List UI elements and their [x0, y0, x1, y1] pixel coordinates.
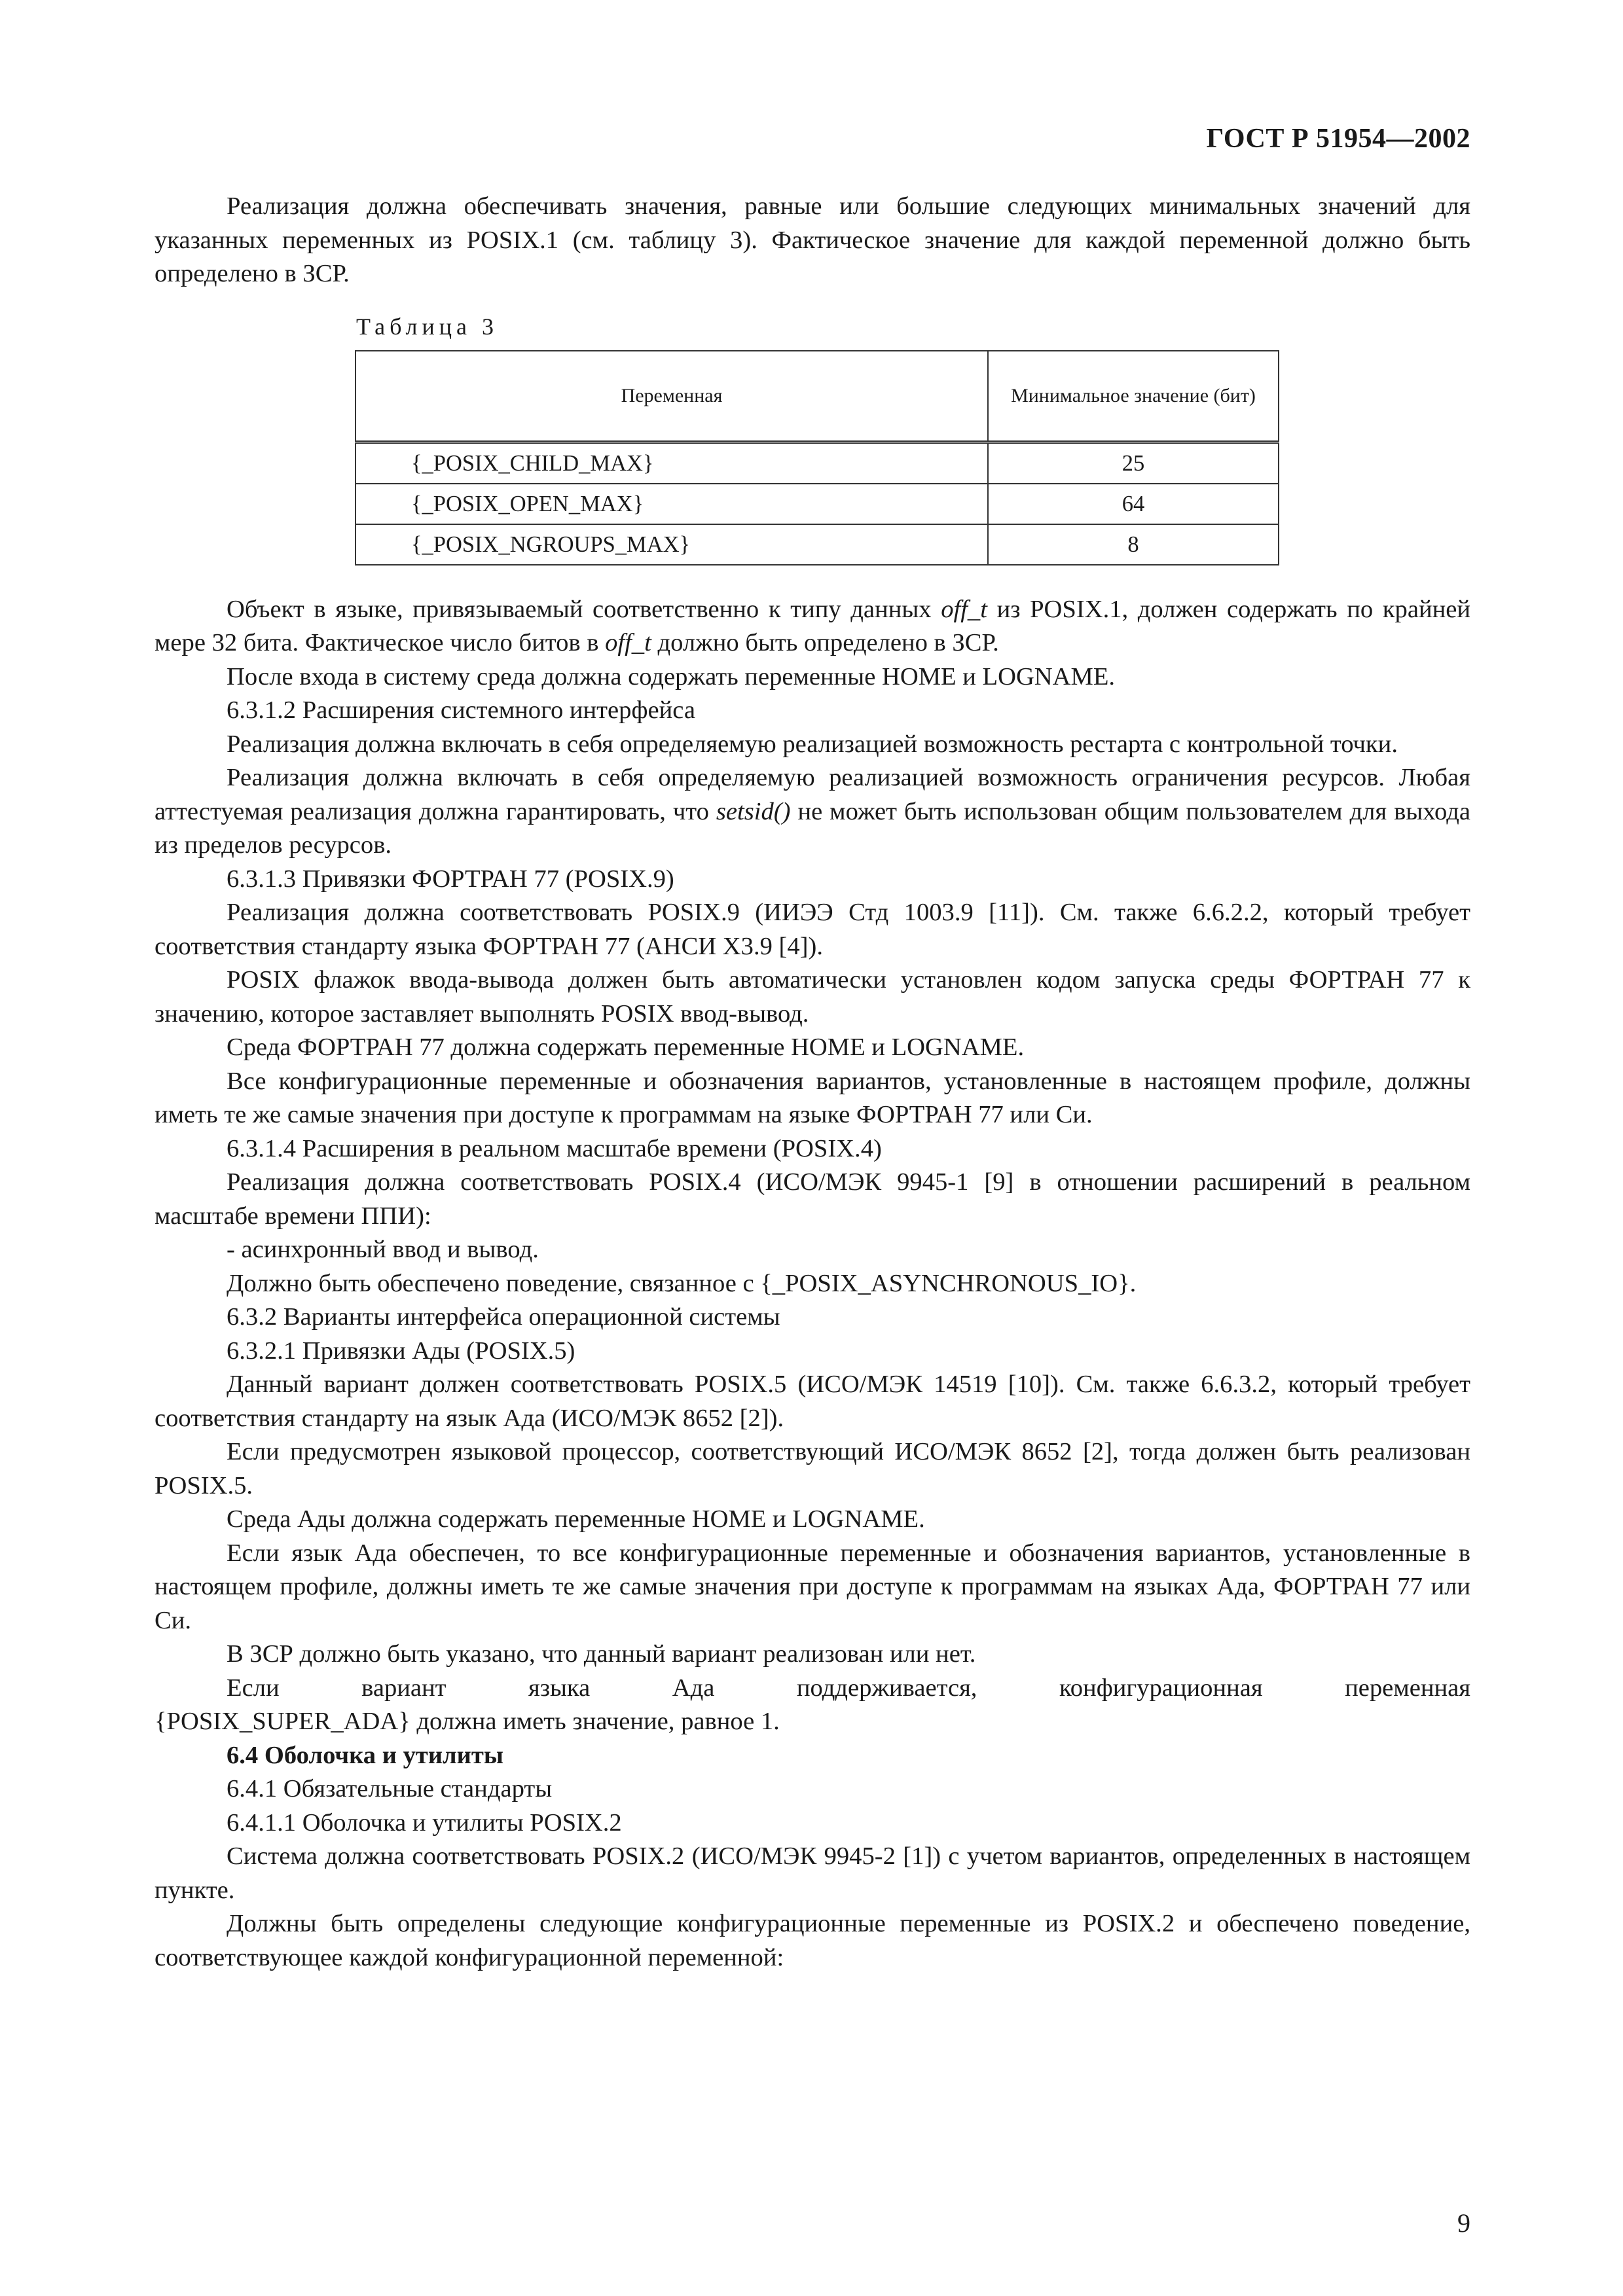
- paragraph-io-flag: POSIX флажок ввода-вывода должен быть автоматически установлен кодом запуска среды ФОРТРАН 77 к значению, которое заставляет выполнять POSIX ввод-вывод.: [155, 966, 1470, 1028]
- paragraph-restart: Реализация должна включать в себя определяемую реализацией возможность рестарта с контрольной точки.: [227, 730, 1398, 758]
- paragraph-async-behavior: Должно быть обеспечено поведение, связанное с {_POSIX_ASYNCHRONOUS_IO}.: [227, 1269, 1137, 1297]
- cell-value: 8: [988, 524, 1279, 565]
- setsid-text-1: Реализация должна включать в себя определяемую реализацией возможность ограничения ресурсов. Любая аттестуемая реализация должна гарантировать, что: [155, 764, 1470, 825]
- cell-value: 64: [988, 484, 1279, 524]
- table-3-block: [155, 291, 1470, 593]
- section-heading-6-4: 6.4 Оболочка и утилиты: [227, 1741, 503, 1769]
- section-heading-6-3-1-4: 6.3.1.4 Расширения в реальном масштабе времени (POSIX.4): [227, 1134, 882, 1162]
- paragraph-config-fortran: Все конфигурационные переменные и обозначения вариантов, установленные в настоящем профиле, должны иметь те же самые значения при доступе к программам на языке ФОРТРАН 77 или Си.: [155, 1067, 1470, 1128]
- paragraph-lang-processor: Если предусмотрен языковой процессор, соответствующий ИСО/МЭК 8652 [2], тогда должен быть реализован POSIX.5.: [155, 1438, 1470, 1499]
- header-min-value: Минимальное значение (бит): [988, 351, 1279, 442]
- cell-variable: {_POSIX_CHILD_MAX}: [356, 442, 988, 484]
- standard-header: ГОСТ Р 51954—2002: [1206, 124, 1470, 154]
- document-page: [155, 105, 1470, 2238]
- cell-variable: {_POSIX_OPEN_MAX}: [356, 484, 988, 524]
- table-row: [356, 484, 1279, 524]
- paragraph-config-posix2: Должны быть определены следующие конфигурационные переменные из POSIX.2 и обеспечено поведение, соответствующее каждой конфигурационной переменной:: [155, 1910, 1470, 1971]
- section-heading-6-3-1-3: 6.3.1.3 Привязки ФОРТРАН 77 (POSIX.9): [227, 865, 674, 893]
- paragraph-off-t: [155, 593, 1470, 660]
- table-caption: Таблица 3: [356, 313, 498, 340]
- section-heading-6-3-1-2: 6.3.1.2 Расширения системного интерфейса: [227, 696, 695, 724]
- setsid-term: setsid(): [716, 797, 791, 825]
- header-variable: Переменная: [356, 351, 988, 442]
- paragraph-zsr-variant: В ЗСР должно быть указано, что данный вариант реализован или нет.: [227, 1640, 976, 1668]
- section-heading-6-3-2: 6.3.2 Варианты интерфейса операционной системы: [227, 1303, 780, 1331]
- section-heading-6-3-2-1: 6.3.2.1 Привязки Ады (POSIX.5): [227, 1336, 575, 1365]
- paragraph-super-ada-line1: Если вариант языка Ада поддерживается, конфигурационная переменная: [227, 1674, 1470, 1702]
- off-t-term: off_t: [605, 629, 651, 656]
- setsid-text-2: не может быть использован общим пользователем для выхода из пределов ресурсов.: [155, 797, 1470, 859]
- paragraph-fortran-env: Среда ФОРТРАН 77 должна содержать переменные HOME и LOGNAME.: [227, 1033, 1025, 1061]
- paragraph-setsid: [155, 761, 1470, 863]
- table-header-row: [356, 351, 1279, 442]
- list-item-async: - асинхронный ввод и вывод.: [227, 1236, 539, 1263]
- paragraph-min-values: Реализация должна обеспечивать значения, равные или большие следующих минимальных значений для указанных переменных из POSIX.1 (см. таблицу 3). Фактическое значение для каждой переменной должно быть определено в ЗСР.: [155, 192, 1470, 287]
- paragraph-config-ada: Если язык Ада обеспечен, то все конфигурационные переменные и обозначения вариантов, установленные в настоящем профиле, должны иметь те же самые значения при доступе к программам на языках Ада, ФОРТРАН 77 или Си.: [155, 1539, 1470, 1634]
- paragraph-posix4: Реализация должна соответствовать POSIX.4 (ИСО/МЭК 9945-1 [9] в отношении расширений в реальном масштабе времени ППИ):: [155, 1168, 1470, 1230]
- document-body: [155, 190, 1470, 1975]
- paragraph-super-ada-line2: {POSIX_SUPER_ADA} должна иметь значение, равное 1.: [155, 1708, 780, 1735]
- off-t-text-1: Объект в языке, привязываемый соответственно к типу данных: [227, 595, 941, 623]
- table-row: [356, 442, 1279, 484]
- cell-value: 25: [988, 442, 1279, 484]
- off-t-text-2: из POSIX.1, должен содержать по крайней мере 32 бита. Фактическое число битов в: [155, 595, 1471, 656]
- paragraph-posix2: Система должна соответствовать POSIX.2 (ИСО/МЭК 9945-2 [1]) с учетом вариантов, определенных в настоящем пункте.: [155, 1842, 1470, 1904]
- section-heading-6-4-1: 6.4.1 Обязательные стандарты: [227, 1775, 553, 1803]
- paragraph-ada-env: Среда Ады должна содержать переменные HOME и LOGNAME.: [227, 1505, 925, 1533]
- off-t-text-3: должно быть определено в ЗСР.: [651, 629, 999, 656]
- page-number: 9: [1457, 2208, 1470, 2238]
- posix-min-values-table: [355, 350, 1279, 565]
- paragraph-posix9: Реализация должна соответствовать POSIX.9 (ИИЭЭ Стд 1003.9 [11]). См. также 6.6.2.2, который требует соответствия стандарту языка ФОРТРАН 77 (АНСИ X3.9 [4]).: [155, 899, 1470, 960]
- paragraph-home-logname: После входа в систему среда должна содержать переменные HOME и LOGNAME.: [227, 662, 1116, 691]
- table-row: [356, 524, 1279, 565]
- cell-variable: {_POSIX_NGROUPS_MAX}: [356, 524, 988, 565]
- paragraph-posix5: Данный вариант должен соответствовать POSIX.5 (ИСО/МЭК 14519 [10]). См. также 6.6.3.2, который требует соответствия стандарту на язык Ада (ИСО/МЭК 8652 [2]).: [155, 1371, 1470, 1432]
- section-heading-6-4-1-1: 6.4.1.1 Оболочка и утилиты POSIX.2: [227, 1808, 622, 1837]
- off-t-term: off_t: [941, 595, 987, 623]
